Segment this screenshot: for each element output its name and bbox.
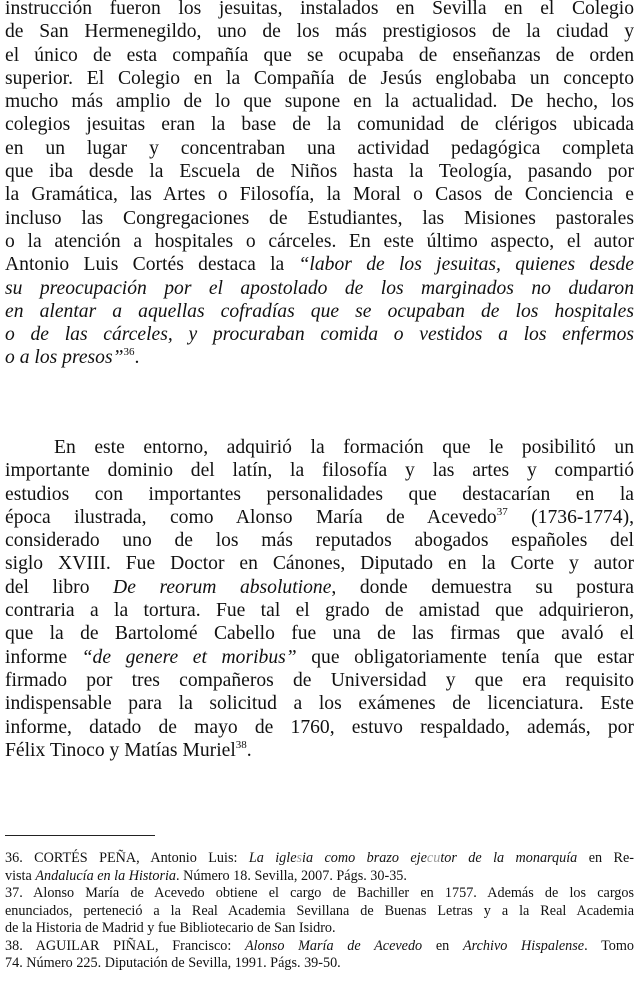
journal-title: Archivo Hispalense — [462, 937, 585, 954]
text-run: época ilustrada, como Alonso María de Acevedo — [5, 506, 497, 528]
text-run: tor de la monarquía — [440, 850, 578, 866]
quote-text: su preocupación por el apostolado de los marginados no dudaron — [5, 277, 634, 299]
text-line — [5, 739, 634, 762]
text-run: en Re- — [577, 850, 634, 866]
text-line: el único de esta compañía que se ocupaba de enseñanzas de orden — [5, 44, 634, 66]
work-title — [249, 850, 577, 866]
text-line: importante dominio del latín, la filosofía y las artes y compartió — [5, 460, 634, 482]
book-title: De reorum absolutione — [113, 576, 332, 598]
text-line — [5, 253, 634, 276]
footnote-line: enunciados, perteneció a la Real Academia Sevillana de Buenas Letras y a la Real Academia — [5, 902, 634, 919]
text-line: de San Hermenegildo, uno de los más prestigiosos de la ciudad y — [5, 21, 634, 43]
text-line: estudios con importantes personalidades que destacarían en la — [5, 483, 634, 505]
quote-text: “labor de los jesuitas, quienes desde — [298, 254, 634, 276]
quote-text: en alentar a aquellas cofradías que se ocupaban de los hospitales — [5, 300, 634, 322]
text-run: , donde demuestra su postura — [331, 576, 634, 598]
footnote-line — [5, 868, 634, 886]
text-run: ia como brazo eje — [302, 850, 427, 866]
text-line: En este entorno, adquirió la formación que le posibilitó un — [54, 437, 634, 458]
text-run: vista — [5, 867, 36, 884]
punctuation: . — [246, 739, 252, 761]
text-line: mucho más amplio de lo que supone en la actualidad. De hecho, los — [5, 91, 634, 113]
text-line: indispensable para la solicitud a los exámenes de licenciatura. Este — [5, 693, 634, 715]
footnote-separator — [5, 835, 155, 836]
text-line: colegios jesuitas eran la base de la comunidad de clérigos ubicada — [5, 114, 634, 136]
punctuation: . — [134, 347, 140, 369]
text-run: (1736-1774), — [507, 506, 635, 528]
text-line — [5, 576, 634, 599]
footnote-36 — [5, 850, 634, 885]
text-line: siglo XVIII. Fue Doctor en Cánones, Diputado en la Corte y autor — [5, 553, 634, 575]
text-line: la Gramática, las Artes o Filosofía, la Moral o Casos de Conciencia e — [5, 184, 634, 206]
paragraph-2 — [5, 436, 634, 762]
quote-text: o a los presos” — [5, 347, 124, 369]
text-run: en — [422, 937, 463, 954]
footnote-line: de la Historia de Madrid y fue Bibliotecario de San Isidro. — [5, 920, 336, 936]
text-line — [5, 646, 634, 669]
text-line: firmado por tres compañeros de Universidad y que era requisito — [5, 669, 634, 691]
text-run: del libro — [5, 576, 114, 598]
text-run: . Número 18. Sevilla, 2007. Págs. 30-35. — [176, 867, 407, 884]
footnote-line — [5, 850, 634, 868]
quote-line — [5, 323, 634, 346]
document-title: “de genere et moribus” — [81, 646, 297, 668]
text-line: o la atención a hospitales o cárceles. En este último aspecto, el autor — [5, 230, 634, 252]
text-run: 36. CORTÉS PEÑA, Antonio Luis: — [5, 850, 249, 866]
footnotes — [5, 850, 634, 973]
footnote-38 — [5, 938, 634, 973]
footnote-ref: 37 — [496, 505, 508, 518]
text-line: superior. El Colegio en la Compañía de Jesús englobaba un concepto — [5, 67, 634, 89]
quote-line — [5, 346, 634, 369]
text-line: que iba desde la Escuela de Niños hasta la Teología, pasando por — [5, 161, 634, 183]
journal-title: Andalucía en la Historia — [35, 867, 177, 884]
text-line: incluso las Congregaciones de Estudiantes, las Misiones pastorales — [5, 207, 634, 229]
quote-text: o de las cárceles, y procuraban comida o vestidos a los enfermos — [5, 324, 634, 346]
text-line: instrucción fueron los jesuitas, instalados en Sevilla en el Colegio — [5, 0, 634, 19]
text-run: La igle — [248, 850, 297, 866]
text-run: Félix Tinoco y Matías Muriel — [5, 739, 236, 761]
faded-text: cu — [426, 850, 441, 866]
faded-text: s — [296, 850, 303, 866]
text-line: considerado uno de los más reputados abogados españoles del — [5, 530, 634, 552]
text-line: que la de Bartolomé Cabello fue una de las firmas que avaló el — [5, 623, 634, 645]
text-line: en un lugar y concentraban una actividad pedagógica completa — [5, 137, 634, 159]
footnote-ref: 38 — [235, 738, 247, 751]
text-line — [5, 506, 634, 529]
work-title: Alonso María de Acevedo — [245, 937, 423, 954]
footnote-line — [5, 938, 634, 956]
text-run: que obligatoriamente tenía que estar — [296, 646, 634, 668]
text-line: contraria a la tortura. Fue tal el grado de amistad que adquirieron, — [5, 600, 634, 622]
quote-line — [5, 300, 634, 323]
paragraph-1 — [5, 0, 634, 370]
quote-line — [5, 277, 634, 300]
text-run: Antonio Luis Cortés destaca la — [5, 254, 285, 276]
footnote-37 — [5, 885, 634, 938]
footnote-line: 74. Número 225. Diputación de Sevilla, 1991. Págs. 39-50. — [5, 955, 341, 971]
text-run: 38. AGUILAR PIÑAL, Francisco: — [5, 937, 245, 954]
footnote-line: 37. Alonso María de Acevedo obtiene el cargo de Bachiller en 1757. Además de los cargos — [5, 885, 634, 901]
footnote-ref: 36 — [123, 346, 135, 359]
text-run: informe — [5, 646, 82, 668]
text-line: informe, datado de mayo de 1760, estuvo respaldado, además, por — [5, 716, 634, 738]
text-run: . Tomo — [584, 937, 634, 954]
